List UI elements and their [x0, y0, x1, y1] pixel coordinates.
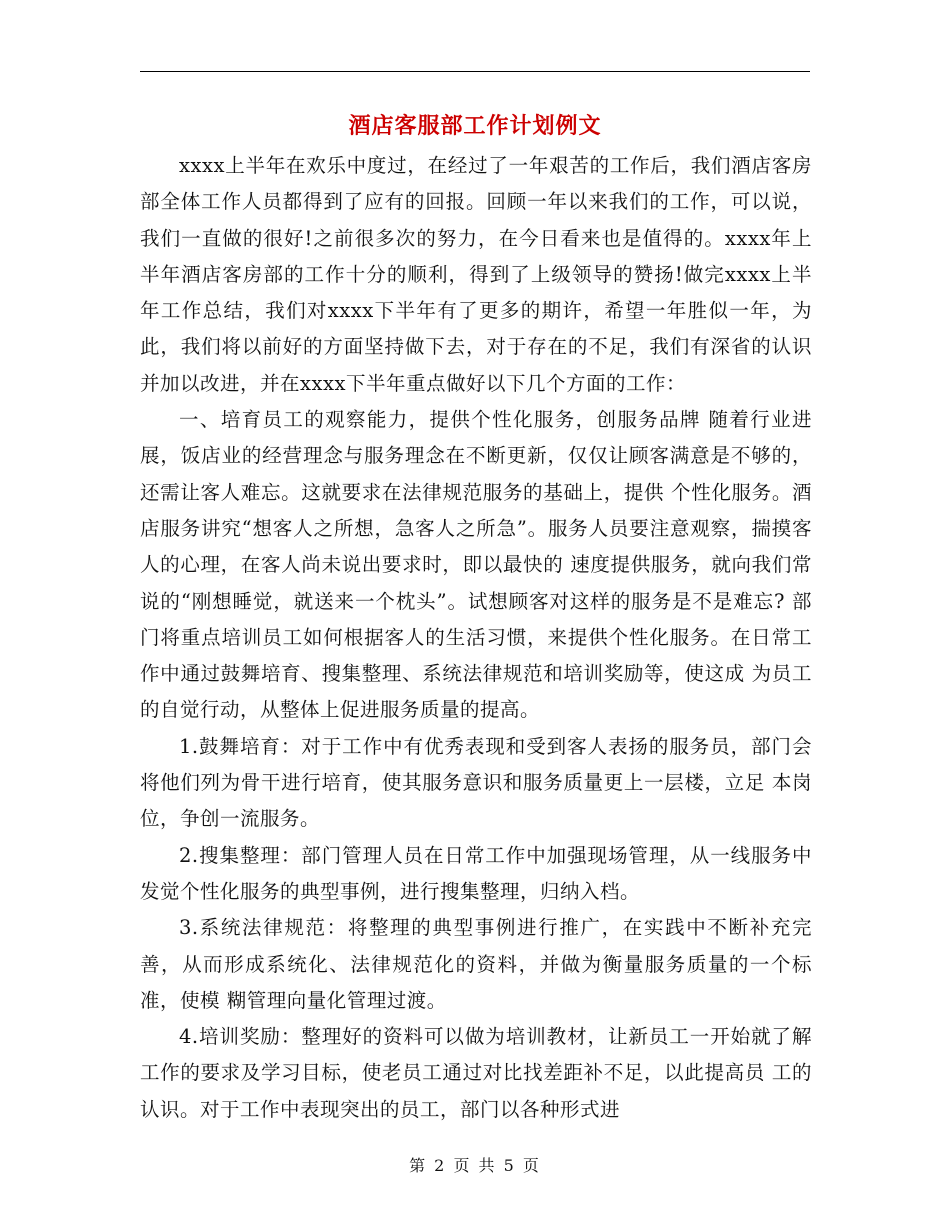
- paragraph-item-2: 2.搜集整理：部门管理人员在日常工作中加强现场管理，从一线服务中发觉个性化服务的典型事例，进行搜集整理，归纳入档。: [140, 843, 812, 903]
- paragraph-item-1: 1.鼓舞培育：对于工作中有优秀表现和受到客人表扬的服务员，部门会将他们列为骨干进行培育，使其服务意识和服务质量更上一层楼，立足 本岗位，争创一流服务。: [140, 734, 812, 831]
- paragraph-section-1: 一、培育员工的观察能力，提供个性化服务，创服务品牌 随着行业进展，饭店业的经营理念与服务理念在不断更新，仅仅让顾客满意是不够的，还需让客人难忘。这就要求在法律规范服务的基础上，提供 个性化服务。酒店服务讲究“想客人之所想，急客人之所急”。服务人员要注意观察，揣摸客人的心理，在客人尚未说出要求时，即以最快的 速度提供服务，就向我们常说的“刚想睡觉，就送来一个枕头”。试想顾客对这样的服务是不是难忘? 部门将重点培训员工如何根据客人的生活习惯，来提供个性化服务。在日常工作中通过鼓舞培育、搜集整理、系统法律规范和培训奖励等，使这成 为员工的自觉行动，从整体上促进服务质量的提高。: [140, 408, 812, 722]
- document-title: 酒店客服部工作计划例文: [348, 113, 602, 139]
- paragraph-intro: xxxx上半年在欢乐中度过，在经过了一年艰苦的工作后，我们酒店客房部全体工作人员都得到了应有的回报。回顾一年以来我们的工作，可以说，我们一直做的很好!之前很多次的努力，在今日看来也是值得的。xxxx年上半年酒店客房部的工作十分的顺利，得到了上级领导的赞扬!做完xxxx上半年工作总结，我们对xxxx下半年有了更多的期许，希望一年胜似一年，为此，我们将以前好的方面坚持做下去，对于存在的不足，我们有深省的认识并加以改进，并在xxxx下半年重点做好以下几个方面的工作：: [140, 154, 812, 395]
- header-rule: [140, 71, 810, 72]
- document-body: [140, 148, 812, 1128]
- paragraph-item-3: 3.系统法律规范：将整理的典型事例进行推广，在实践中不断补充完善，从而形成系统化、法律规范化的资料，并做为衡量服务质量的一个标准，使模 糊管理向量化管理过渡。: [140, 916, 812, 1012]
- page-number: 第 2 页 共 5 页: [409, 1156, 541, 1175]
- paragraph-item-4: 4.培训奖励：整理好的资料可以做为培训教材，让新员工一开始就了解工作的要求及学习目标，使老员工通过对比找差距补不足，以此提高员 工的认识。对于工作中表现突出的员工，部门以各种形式进: [140, 1025, 812, 1121]
